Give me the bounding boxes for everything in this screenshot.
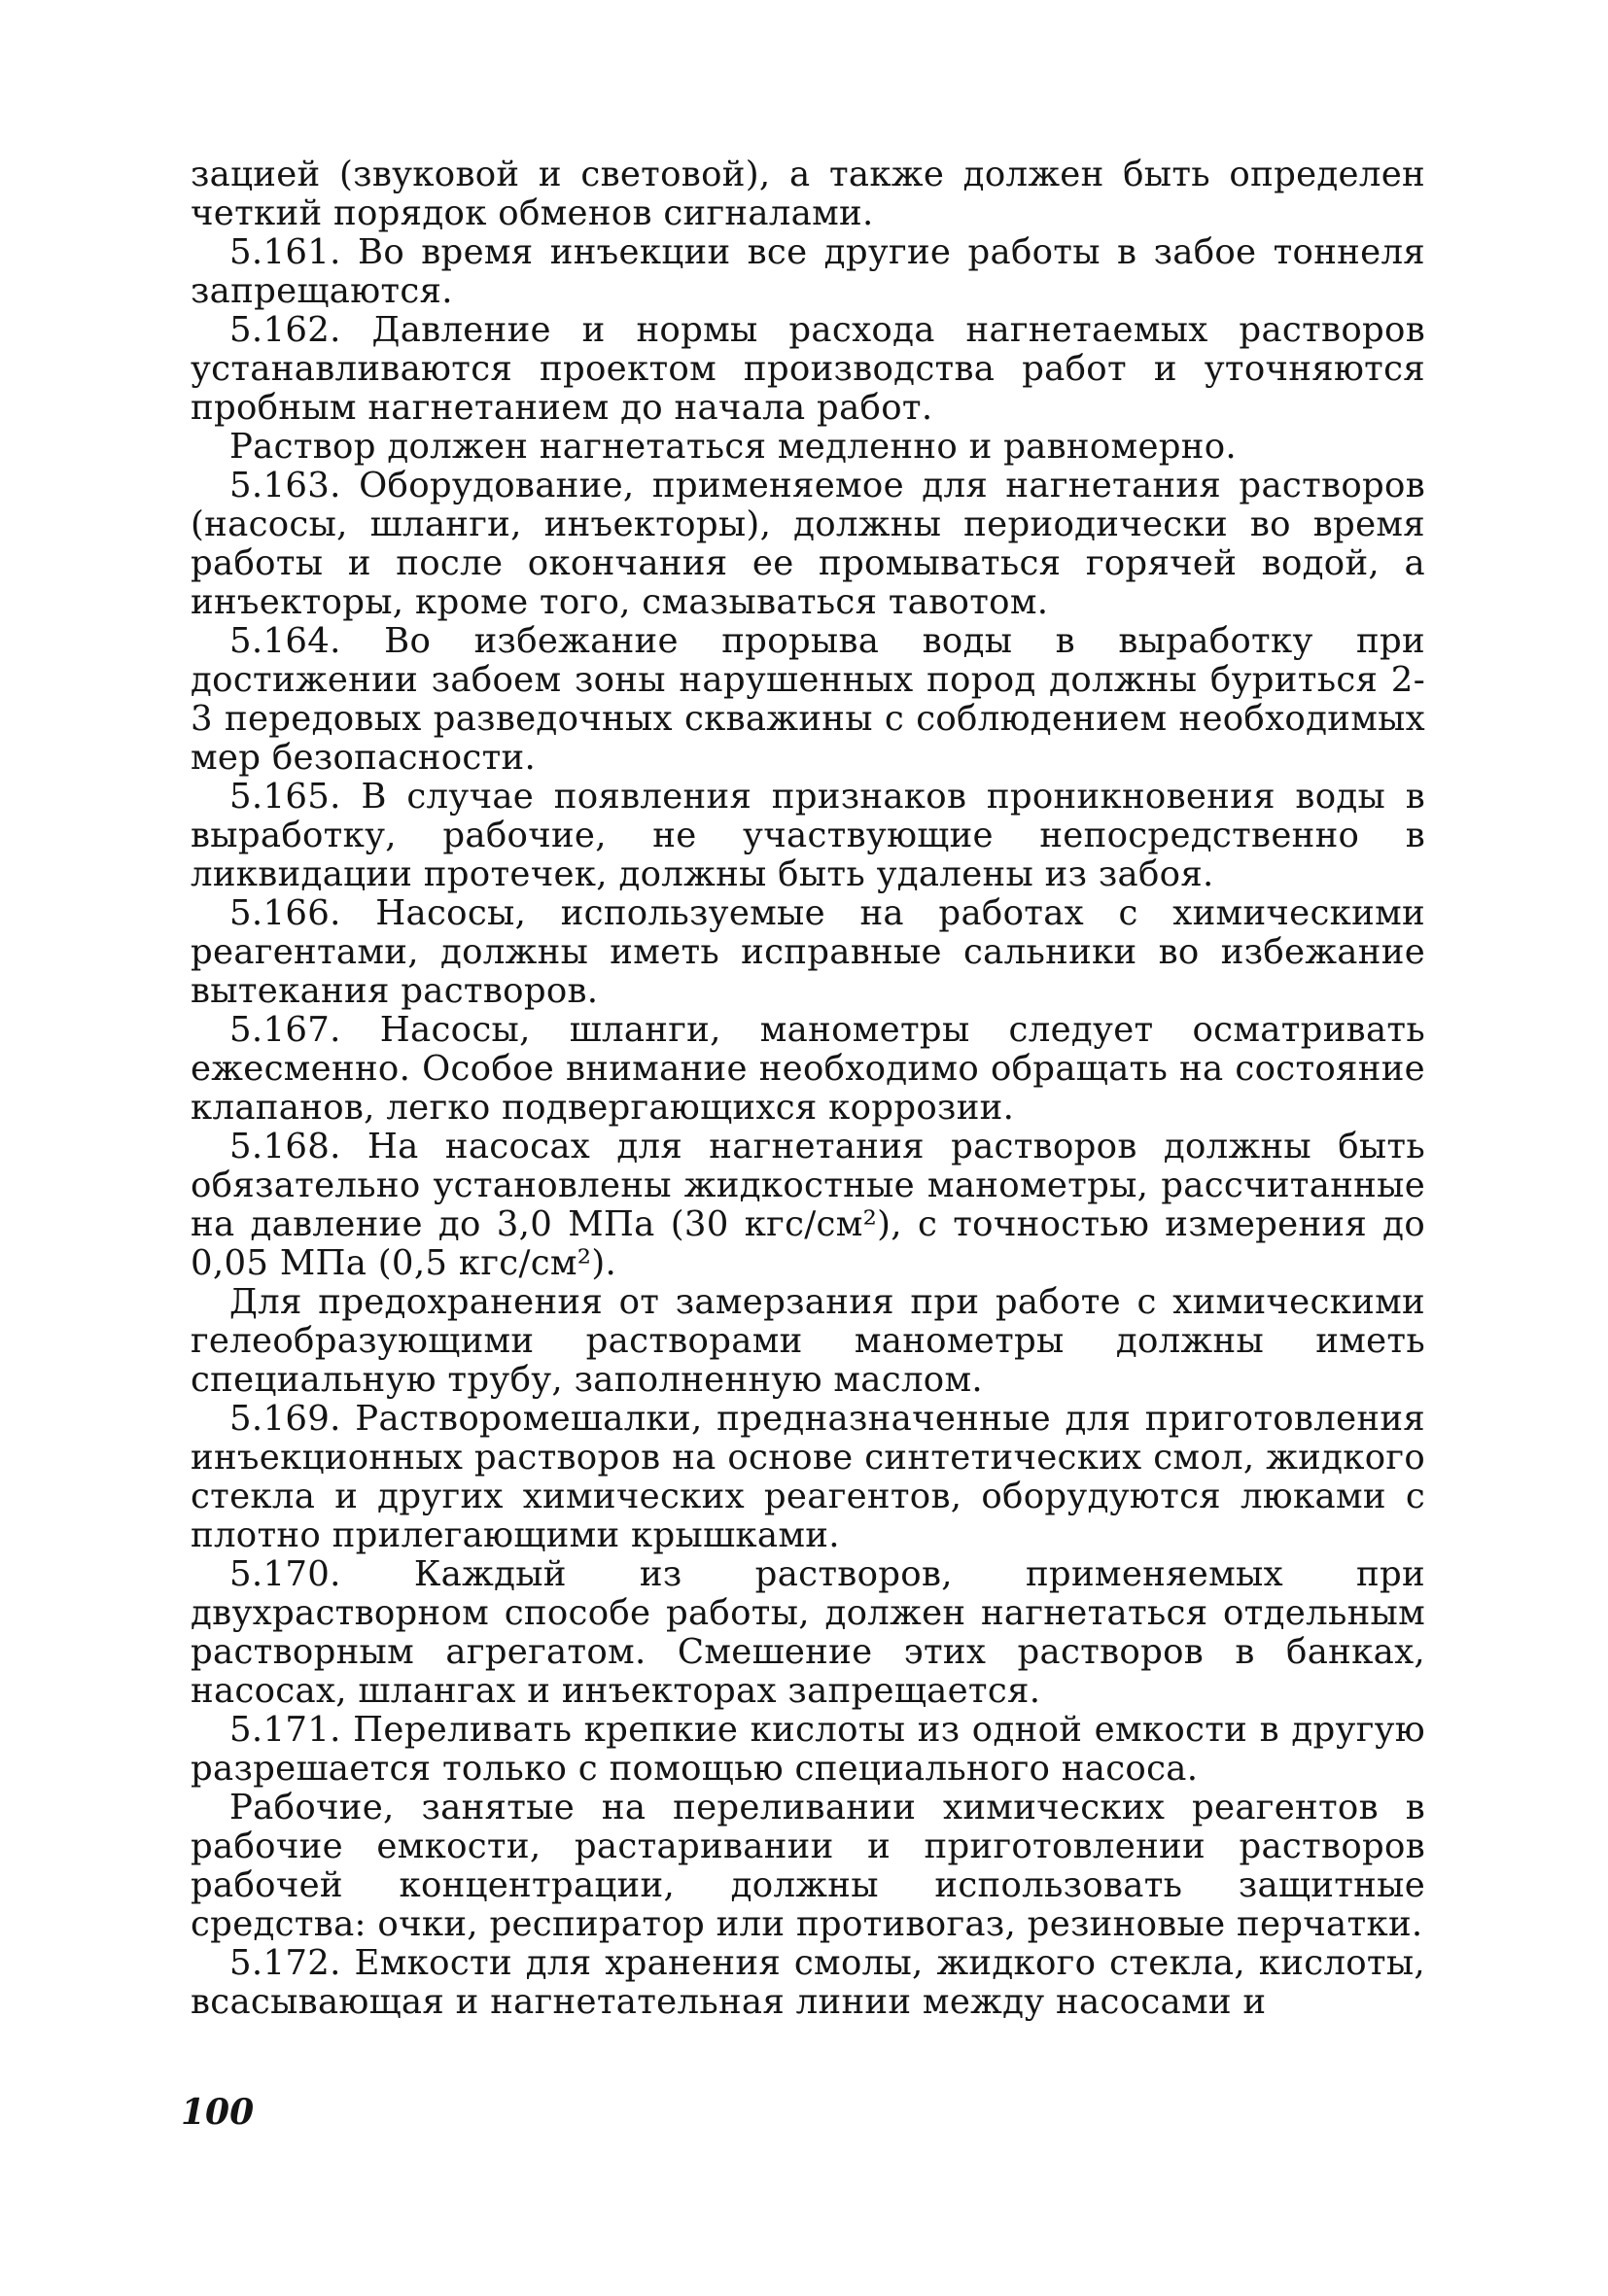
paragraph: 5.163. Оборудование, применяемое для нагнетания растворов (насосы, шланги, инъекторы), должны периодически во время работы и после окончания ее промываться горячей водой, а инъекторы, кроме того, смазываться тавотом. xyxy=(191,466,1425,622)
paragraph: 5.164. Во избежание прорыва воды в выработку при достижении забоем зоны нарушенных пород должны буриться 2-3 передовых разведочных скважины с соблюдением необходимых мер безопасности. xyxy=(191,621,1425,778)
paragraph: 5.168. На насосах для нагнетания растворов должны быть обязательно установлены жидкостные манометры, рассчитанные на давление до 3,0 МПа (30 кгс/см²), с точностью измерения до 0,05 МПа (0,5 кгс/см²). xyxy=(191,1127,1425,1283)
paragraph: 5.172. Емкости для хранения смолы, жидкого стекла, кислоты, всасывающая и нагнетательная линии между насосами и xyxy=(191,1943,1425,2022)
paragraph: 5.170. Каждый из растворов, применяемых при двухрастворном способе работы, должен нагнетаться отдельным растворным агрегатом. Смешение этих растворов в банках, насосах, шлангах и инъекторах запрещается. xyxy=(191,1554,1425,1711)
page-number: 100 xyxy=(181,2092,255,2133)
paragraph: Для предохранения от замерзания при работе с химическими гелеобразующими растворами манометры должны иметь специальную трубу, заполненную маслом. xyxy=(191,1282,1425,1400)
paragraph: 5.171. Переливать крепкие кислоты из одной емкости в другую разрешается только с помощью специального насоса. xyxy=(191,1710,1425,1789)
paragraph: Рабочие, занятые на переливании химических реагентов в рабочие емкости, растаривании и приготовлении растворов рабочей концентрации, должны использовать защитные средства: очки, респиратор или противогаз, резиновые перчатки. xyxy=(191,1788,1425,1944)
paragraph: Раствор должен нагнетаться медленно и равномерно. xyxy=(229,427,1238,467)
body-text xyxy=(191,156,1425,2022)
paragraph: 5.166. Насосы, используемые на работах с химическими реагентами, должны иметь исправные сальники во избежание вытекания растворов. xyxy=(191,893,1425,1011)
paragraph: 5.169. Растворомешалки, предназначенные для приготовления инъекционных растворов на основе синтетических смол, жидкого стекла и других химических реагентов, оборудуются люками с плотно прилегающими крышками. xyxy=(191,1399,1425,1555)
paragraph: 5.167. Насосы, шланги, манометры следует осматривать ежесменно. Особое внимание необходимо обращать на состояние клапанов, легко подвергающихся коррозии. xyxy=(191,1010,1425,1128)
paragraph: 5.161. Во время инъекции все другие работы в забое тоннеля запрещаются. xyxy=(191,232,1425,311)
paragraph: 5.165. В случае появления признаков проникновения воды в выработку, рабочие, не участвующие непосредственно в ликвидации протечек, должны быть удалены из забоя. xyxy=(191,777,1425,894)
paragraph: 5.162. Давление и нормы расхода нагнетаемых растворов устанавливаются проектом производства работ и уточняются пробным нагнетанием до начала работ. xyxy=(191,310,1425,428)
paragraph: зацией (звуковой и световой), а также должен быть определен четкий порядок обменов сигналами. xyxy=(191,155,1425,233)
